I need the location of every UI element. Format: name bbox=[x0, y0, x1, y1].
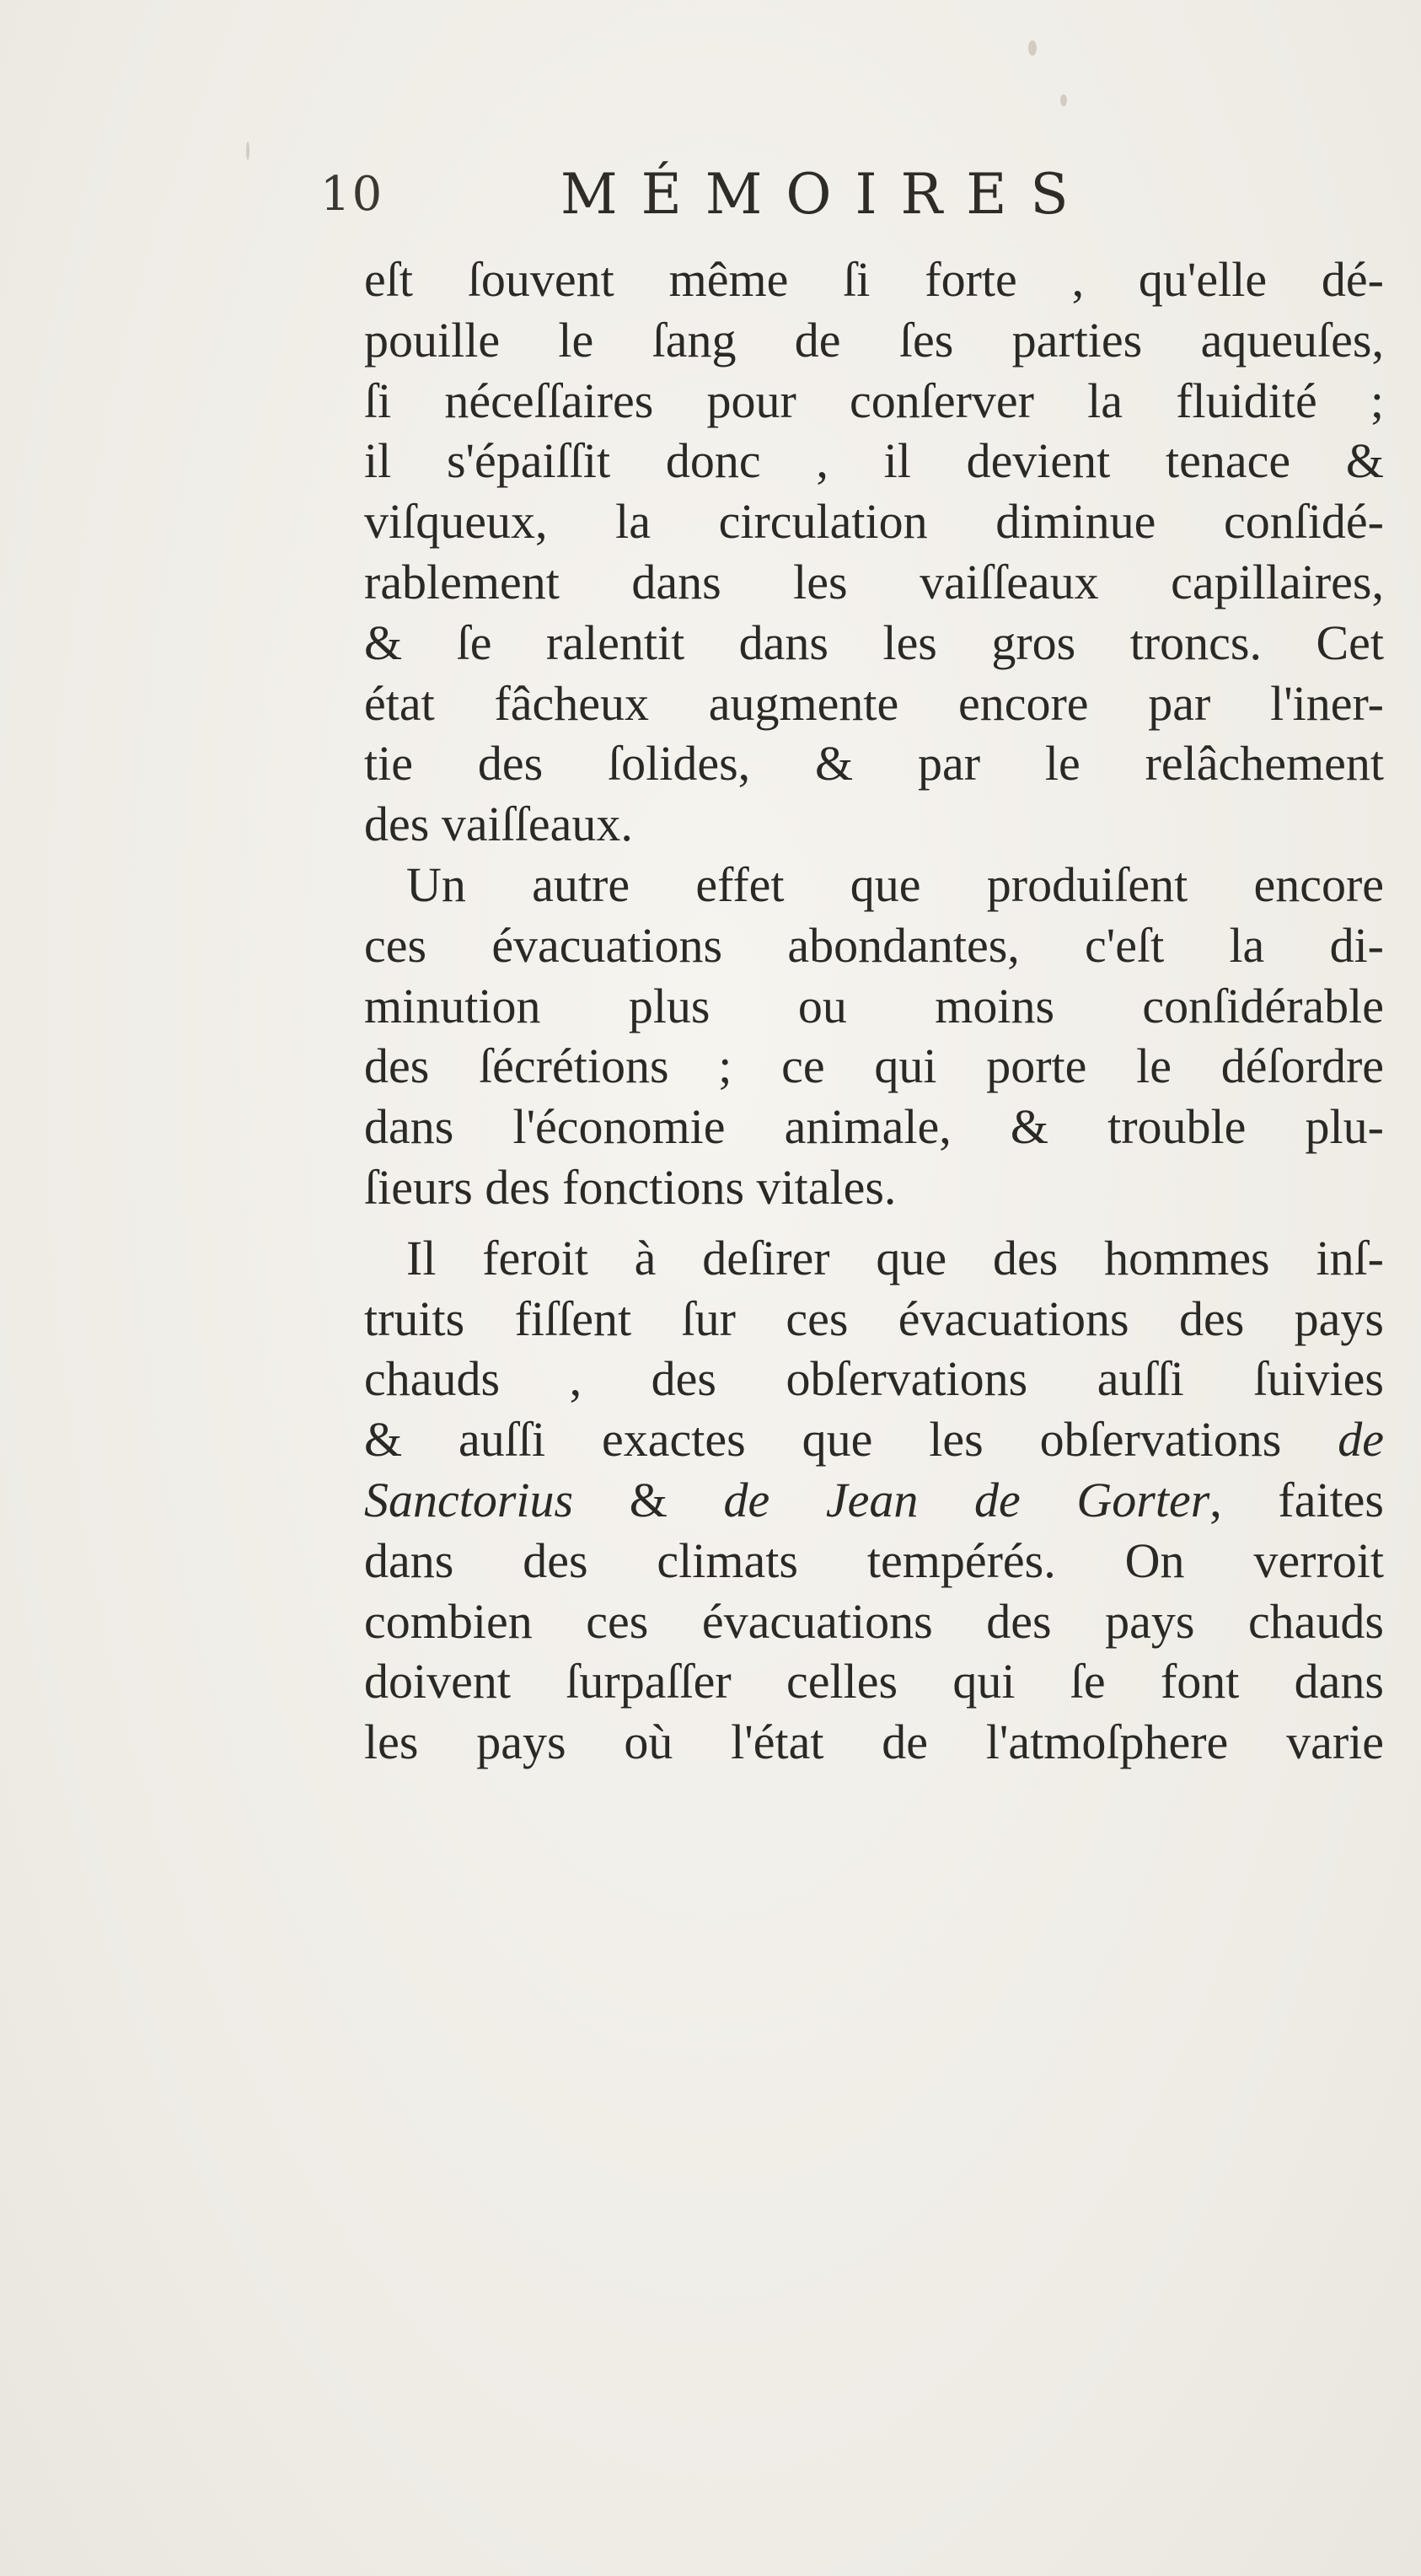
paper-speck bbox=[1060, 94, 1067, 106]
text-line: & ſe ralentit dans les gros troncs. Cet bbox=[364, 614, 1384, 670]
paragraph-2 bbox=[364, 855, 1384, 1218]
text-line: les pays où l'état de l'atmoſphere varie bbox=[364, 1715, 1384, 1770]
text-line: dans des climats tempérés. On verroit bbox=[364, 1532, 1384, 1588]
paragraph-1 bbox=[364, 250, 1384, 855]
text-line: Il feroit à deſirer que des hommes inſ- bbox=[406, 1230, 1384, 1285]
body-text bbox=[364, 250, 1384, 1773]
text-line: truits fiſſent ſur ces évacuations des pays bbox=[364, 1291, 1384, 1346]
text-line: doivent ſurpaſſer celles qui ſe font dans bbox=[364, 1654, 1384, 1709]
text-line: des ſécrétions ; ce qui porte le déſordre bbox=[364, 1038, 1384, 1094]
text-line: Un autre effet que produiſent encore bbox=[406, 856, 1384, 912]
text-line: ſieurs des fonctions vitales. bbox=[364, 1159, 897, 1215]
page-header bbox=[0, 162, 1421, 229]
text-line: combien ces évacuations des pays chauds bbox=[364, 1593, 1384, 1649]
text-line: chauds , des obſervations auſſi ſuivies bbox=[364, 1351, 1384, 1407]
text-line: rablement dans les vaiſſeaux capillaires, bbox=[364, 554, 1384, 609]
text-line: minution plus ou moins conſidérable bbox=[364, 978, 1384, 1033]
text-line: eſt ſouvent même ſi forte , qu'elle dé- bbox=[364, 252, 1384, 307]
text-line: viſqueux, la circulation diminue conſidé- bbox=[364, 494, 1384, 550]
text-line: état fâcheux augmente encore par l'iner- bbox=[364, 675, 1384, 731]
text-line: dans l'économie animale, & trouble plu- bbox=[364, 1099, 1384, 1155]
paper-speck bbox=[1028, 40, 1037, 56]
running-head: MÉMOIRES bbox=[560, 162, 1092, 227]
text-line: pouille le ſang de ſes parties aqueuſes, bbox=[364, 312, 1384, 368]
text-line: Sanctorius & de Jean de Gorter, faites bbox=[364, 1472, 1384, 1527]
text-line: des vaiſſeaux. bbox=[364, 797, 633, 852]
text-line: ces évacuations abondantes, c'eſt la di- bbox=[364, 917, 1384, 973]
page-number: 10 bbox=[320, 167, 384, 222]
text-line: tie des ſolides, & par le relâchement bbox=[364, 736, 1384, 792]
paragraph-3 bbox=[364, 1228, 1384, 1773]
paper-speck bbox=[246, 142, 249, 160]
text-line: ſi néceſſaires pour conſerver la fluidité ; bbox=[364, 373, 1384, 428]
text-line: & auſſi exactes que les obſervations de bbox=[364, 1412, 1384, 1468]
text-line: il s'épaiſſit donc , il devient tenace & bbox=[364, 433, 1384, 489]
